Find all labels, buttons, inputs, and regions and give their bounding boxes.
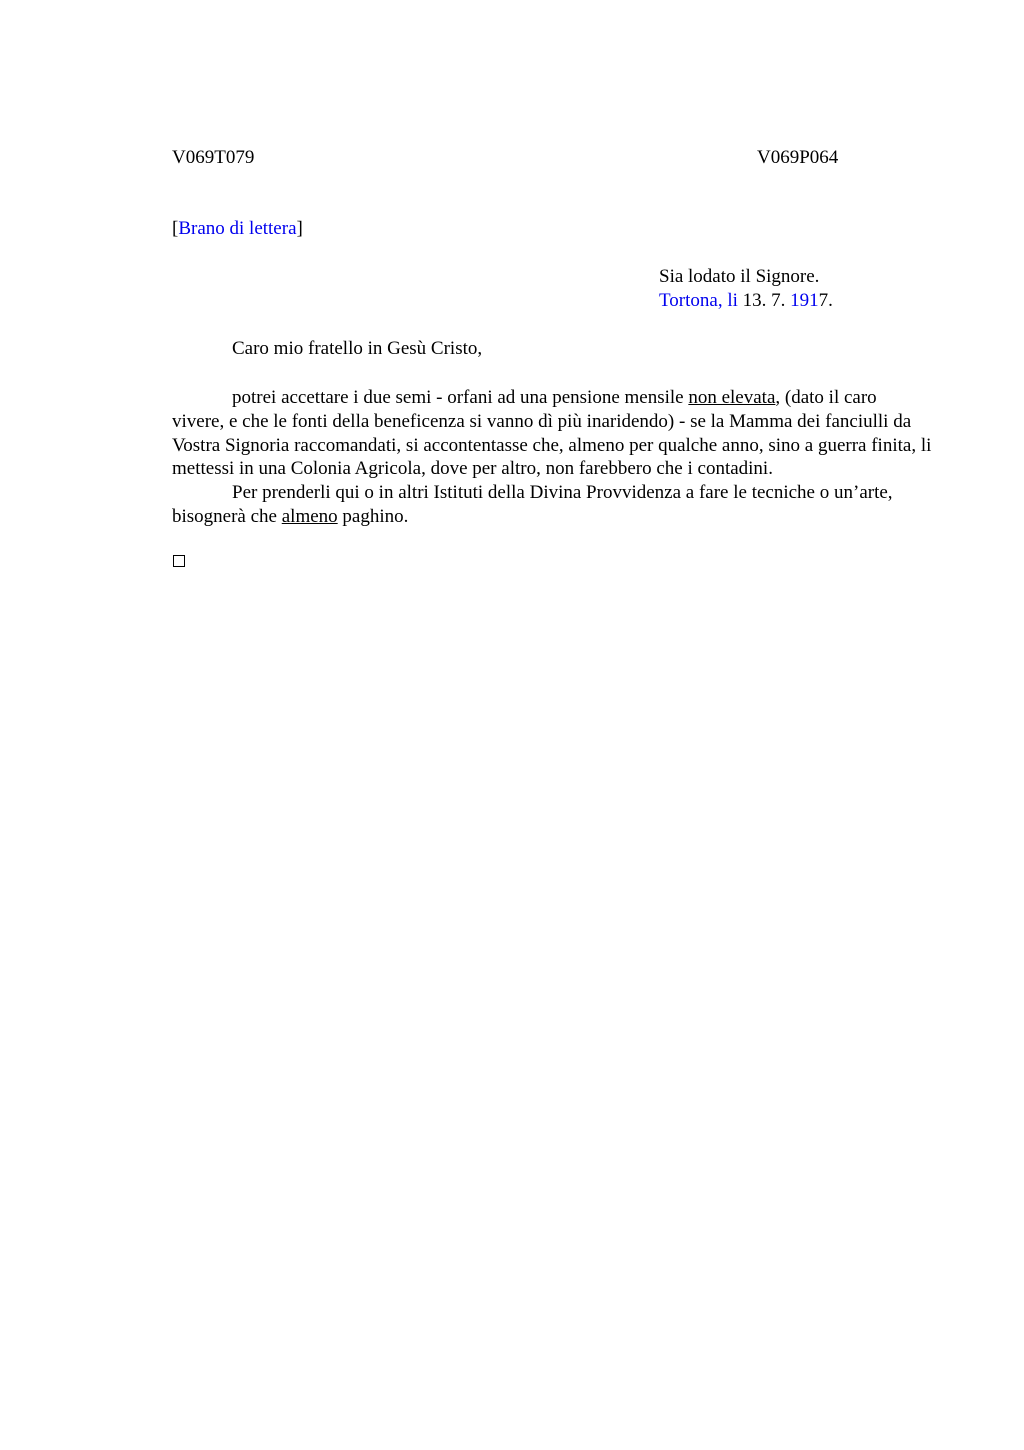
- paragraph-2-text-b: paghino.: [337, 505, 409, 527]
- letter-body: [172, 386, 932, 529]
- paragraph-1-underlined: non elevata: [688, 387, 776, 408]
- dateline-year-prefix: 191: [790, 290, 819, 311]
- document-heading: [172, 218, 303, 240]
- praise-line: Sia lodato il Signore.: [659, 266, 820, 287]
- paragraph-2: [172, 481, 932, 529]
- dateline-year-suffix: 7: [818, 290, 829, 311]
- paragraph-2-underlined: almeno: [281, 505, 338, 527]
- dateline-place: Tortona, li: [659, 290, 743, 311]
- document-code-left: V069T079: [172, 147, 255, 168]
- heading-close-bracket: ]: [296, 218, 303, 239]
- document-code-right: V069P064: [757, 147, 839, 168]
- end-marker-box-icon: [173, 555, 185, 567]
- dateline-period: .: [828, 290, 833, 311]
- dateline-day-month: 13. 7.: [742, 290, 791, 311]
- paragraph-1-text-b: , (dato il caro vivere, e che le fonti della beneficenza si vanno dì più inaridendo) - se la Mamma dei fanciulli da Vostra Signoria raccomandati, si accontentasse che, almeno per qualche anno, sino a guerra finita, li mettessi in una Colonia Agricola, dove per altro, non farebbero che i contadini.: [172, 387, 932, 480]
- heading-label: Brano di lettera: [178, 218, 297, 239]
- dateline: [659, 290, 833, 312]
- salutation: Caro mio fratello in Gesù Cristo,: [232, 338, 483, 359]
- paragraph-1-text-a: potrei accettare i due semi - orfani ad una pensione mensile: [232, 387, 689, 408]
- paragraph-1: [172, 386, 932, 481]
- heading-open-bracket: [: [172, 218, 179, 239]
- paragraph-2-text-a: Per prenderli qui o in altri Istituti della Divina Provvidenza a fare le tecniche o un’arte, bisognerà che: [172, 482, 893, 527]
